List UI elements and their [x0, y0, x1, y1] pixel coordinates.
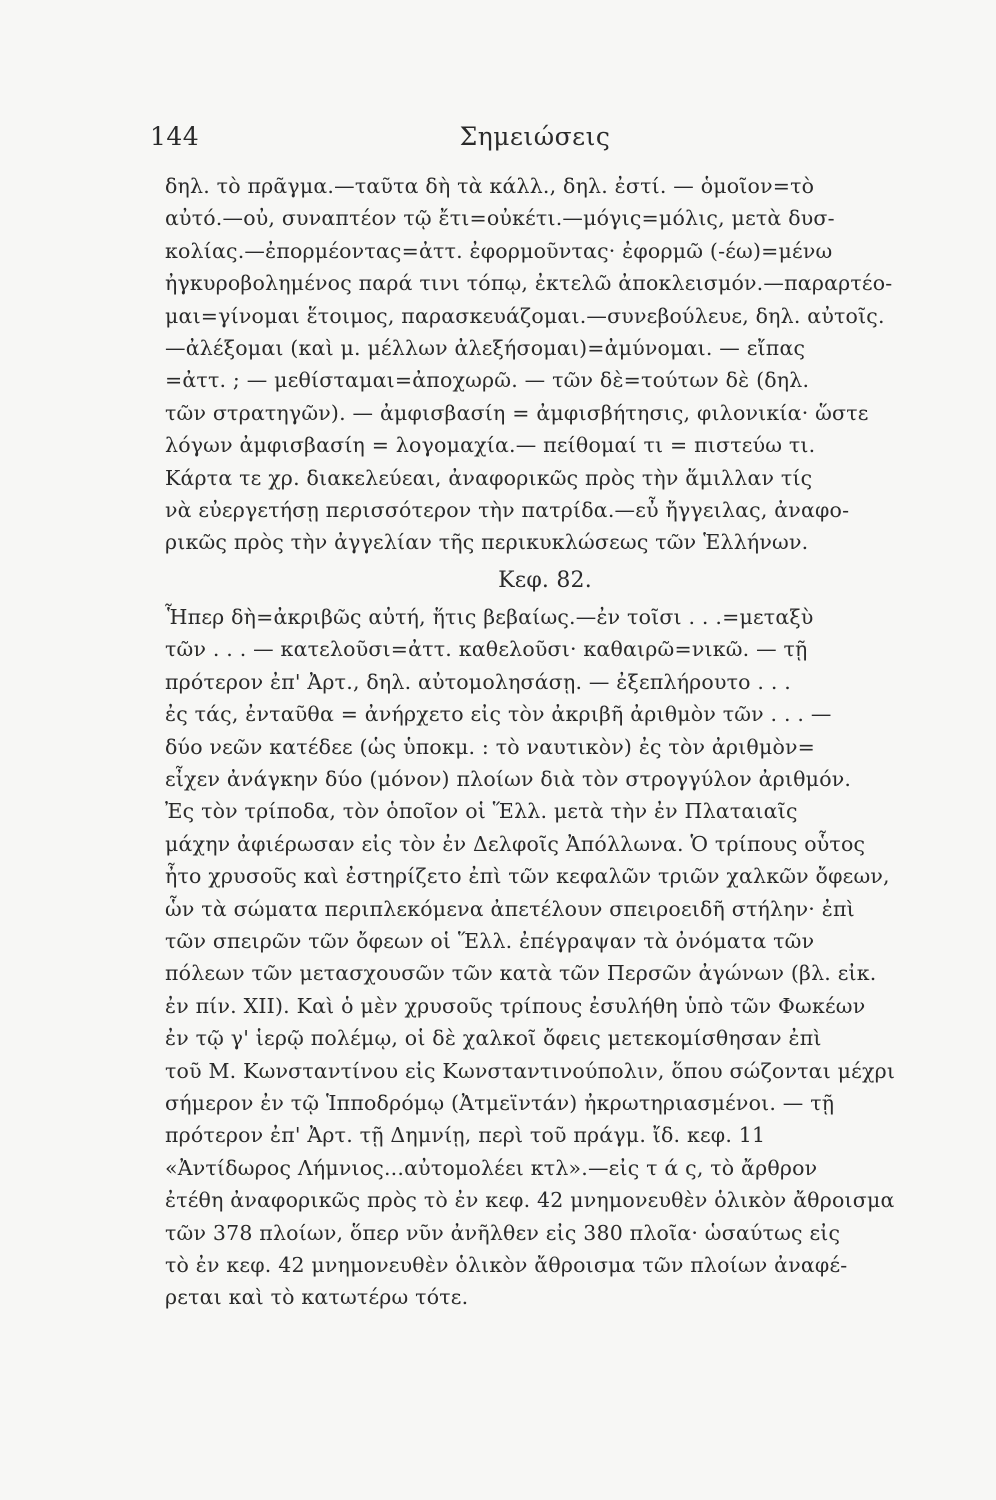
text-line: «Ἀντίδωρος Λήμνιος...αὐτομολέει κτλ».—εἰς τ ά ς, τὸ ἄρθρον: [165, 1155, 818, 1180]
text-line: ἐτέθη ἀναφορικῶς πρὸς τὸ ἐν κεφ. 42 μνημονευθὲν ὁλικὸν ἄθροισμα: [165, 1188, 895, 1213]
text-line: —ἀλέξομαι (καὶ μ. μέλλων ἀλεξήσομαι)=ἀμύνομαι. — εἴπας: [165, 335, 806, 360]
text-line: ἐς τάς, ἐνταῦθα = ἀνήρχετο εἰς τὸν ἀκριβῆ ἀριθμὸν τῶν . . . —: [165, 702, 832, 727]
text-line: ἐν τῷ γ' ἱερῷ πολέμῳ, οἱ δὲ χαλκοῖ ὄφεις μετεκομίσθησαν ἐπὶ: [165, 1026, 822, 1051]
text-line: δύο νεῶν κατέδεε (ὡς ὑποκμ. : τὸ ναυτικὸν) ἐς τὸν ἀριθμὸν=: [165, 734, 816, 759]
text-line: αὐτό.—οὐ, συναπτέον τῷ ἔτι=οὐκέτι.—μόγις=μόλις, μετὰ δυσ-: [165, 206, 835, 231]
commentary-text: [165, 170, 925, 1314]
text-line: τῶν στρατηγῶν). — ἀμφισβασίη = ἀμφισβήτησις, φιλονικία· ὥστε: [165, 400, 869, 425]
text-line: λόγων ἀμφισβασίη = λογομαχία.— πείθομαί τι = πιστεύω τι.: [165, 433, 816, 458]
text-line: τὸ ἐν κεφ. 42 μνημονευθὲν ὁλικὸν ἄθροισμα τῶν πλοίων ἀναφέ-: [165, 1252, 848, 1277]
text-line: πρότερον ἐπ' Ἀρτ. τῇ Δημνίῃ, περὶ τοῦ πράγμ. ἴδ. κεφ. 11: [165, 1123, 766, 1148]
text-line: ρικῶς πρὸς τὴν ἀγγελίαν τῆς περικυκλώσεως τῶν Ἑλλήνων.: [165, 530, 809, 555]
text-line: τῶν . . . — κατελοῦσι=ἀττ. καθελοῦσι· καθαιρῶ=νικῶ. — τῇ: [165, 637, 808, 662]
text-line: εἶχεν ἀνάγκην δύο (μόνον) πλοίων διὰ τὸν στρογγύλον ἀριθμόν.: [165, 767, 852, 792]
text-line: ὧν τὰ σώματα περιπλεκόμενα ἀπετέλουν σπειροειδῆ στήλην· ἐπὶ: [165, 896, 855, 921]
text-line: νὰ εὐεργετήσῃ περισσότερον τὴν πατρίδα.—εὖ ἤγγειλας, ἀναφο-: [165, 497, 850, 522]
text-line: ἐν πίν. XII). Καὶ ὁ μὲν χρυσοῦς τρίπους ἐσυλήθη ὑπὸ τῶν Φωκέων: [165, 993, 866, 1018]
text-line: μαι=γίνομαι ἕτοιμος, παρασκευάζομαι.—συνεβούλευε, δηλ. αὐτοῖς.: [165, 303, 885, 328]
text-line: δηλ. τὸ πρᾶγμα.—ταῦτα δὴ τὰ κάλλ., δηλ. ἐστί. — ὁμοῖον=τὸ: [165, 174, 815, 198]
text-line: ἦτο χρυσοῦς καὶ ἐστηρίζετο ἐπὶ τῶν κεφαλῶν τριῶν χαλκῶν ὄφεων,: [165, 864, 890, 889]
text-line: ἠγκυροβολημένος παρά τινι τόπῳ, ἐκτελῶ ἀποκλεισμόν.—παραρτέο-: [165, 271, 893, 296]
text-line: κολίας.—ἐπορμέοντας=ἀττ. ἐφορμοῦντας· ἐφορμῶ (-έω)=μένω: [165, 238, 833, 263]
chapter-heading: Κεφ. 82.: [498, 567, 592, 593]
text-line: πόλεων τῶν μετασχουσῶν τῶν κατὰ τῶν Περσῶν ἀγώνων (βλ. εἰκ.: [165, 961, 877, 986]
text-line: πρότερον ἐπ' Ἀρτ., δηλ. αὐτομολησάσῃ. — ἐξεπλήρουτο . . .: [165, 669, 792, 694]
text-line: τοῦ Μ. Κωνσταντίνου εἰς Κωνσταντινούπολιν, ὅπου σώζονται μέχρι: [165, 1058, 896, 1083]
text-line: =ἀττ. ; — μεθίσταμαι=ἀποχωρῶ. — τῶν δὲ=τούτων δὲ (δηλ.: [165, 368, 810, 393]
text-line: ρεται καὶ τὸ κατωτέρω τότε.: [165, 1285, 469, 1310]
text-line: Ἧπερ δὴ=ἀκριβῶς αὐτή, ἥτις βεβαίως.—ἐν τοῖσι . . .=μεταξὺ: [165, 605, 814, 630]
text-line: μάχην ἀφιέρωσαν εἰς τὸν ἐν Δελφοῖς Ἀπόλλωνα. Ὁ τρίπους οὗτος: [165, 831, 866, 856]
running-title: Σημειώσεις: [459, 122, 611, 151]
page-number: 144: [150, 122, 200, 151]
text-line: Κάρτα τε χρ. διακελεύεαι, ἀναφορικῶς πρὸς τὴν ἅμιλλαν τίς: [165, 465, 813, 490]
text-line: τῶν σπειρῶν τῶν ὄφεων οἱ Ἕλλ. ἐπέγραψαν τὰ ὀνόματα τῶν: [165, 928, 815, 953]
page-header: [150, 122, 920, 162]
text-line: σήμερον ἐν τῷ Ἱπποδρόμῳ (Ἀτμεϊντάν) ἠκρωτηριασμένοι. — τῇ: [165, 1090, 835, 1115]
text-line: Ἐς τὸν τρίποδα, τὸν ὁποῖον οἱ Ἕλλ. μετὰ τὴν ἐν Πλαταιαῖς: [165, 799, 798, 824]
text-line: τῶν 378 πλοίων, ὅπερ νῦν ἀνῆλθεν εἰς 380 πλοῖα· ὡσαύτως εἰς: [165, 1220, 841, 1245]
